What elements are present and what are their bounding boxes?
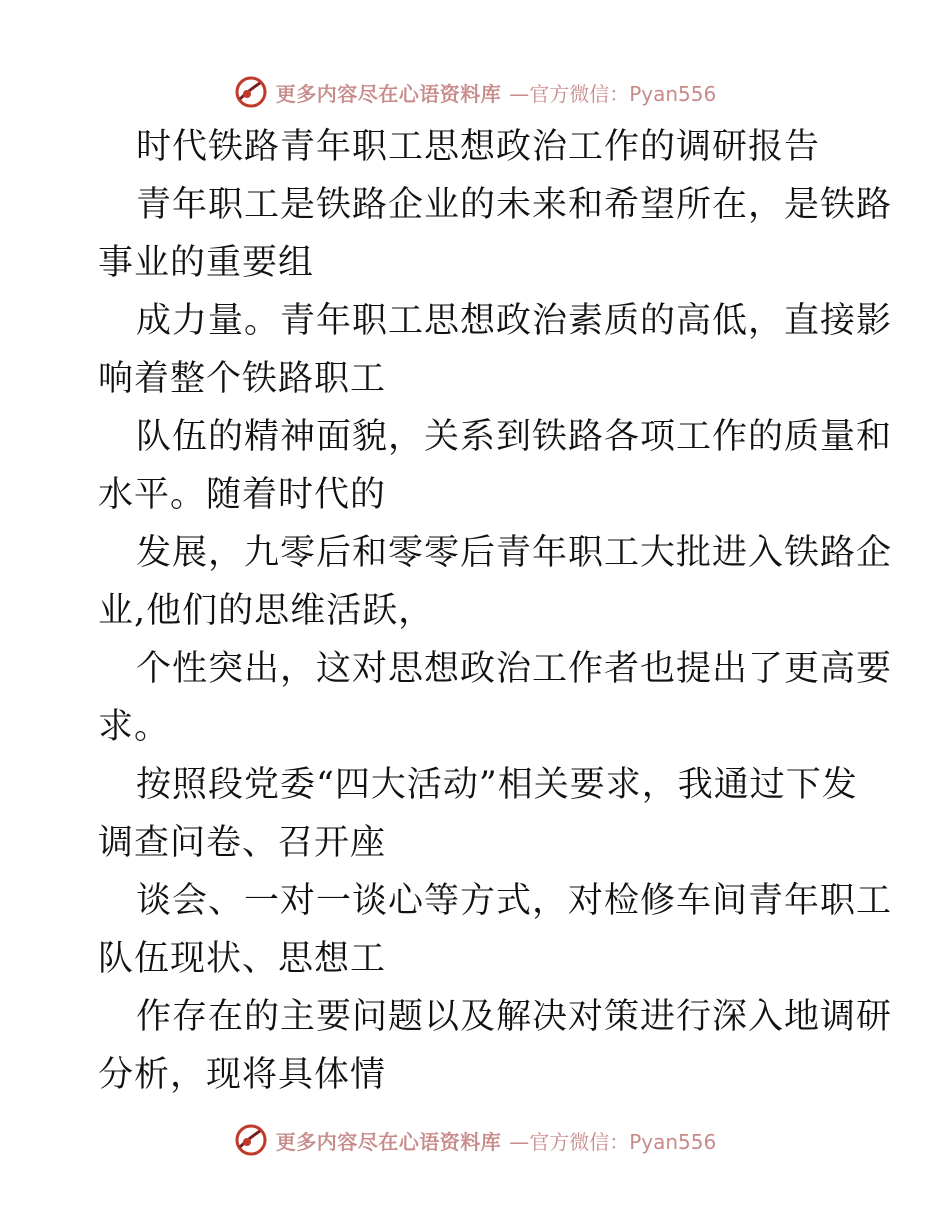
brush-circle-logo-icon bbox=[234, 75, 268, 109]
text-line: 队伍的精神面貌，关系到铁路各项工作的质量和 bbox=[136, 417, 893, 457]
footer-banner bbox=[0, 1120, 950, 1160]
header-banner bbox=[0, 72, 950, 112]
text-line: 成力量。青年职工思想政治素质的高低，直接影 bbox=[136, 301, 893, 341]
document-body bbox=[98, 118, 893, 1104]
text-line: 发展，九零后和零零后青年职工大批进入铁路企 bbox=[136, 533, 893, 573]
banner-wechat: —官方微信：Pyan556 bbox=[509, 81, 717, 106]
text-line: 调查问卷、召开座 bbox=[98, 823, 387, 863]
text-line: 队伍现状、思想工 bbox=[98, 939, 387, 979]
banner-wechat: —官方微信：Pyan556 bbox=[509, 1129, 717, 1154]
text-line: 业,他们的思维活跃， bbox=[98, 591, 435, 631]
text-line: 个性突出，这对思想政治工作者也提出了更高要 bbox=[136, 649, 893, 689]
text-line: 谈会、一对一谈心等方式，对检修车间青年职工 bbox=[136, 881, 893, 921]
banner-text: 更多内容尽在心语资料库 bbox=[275, 81, 502, 106]
document-title: 时代铁路青年职工思想政治工作的调研报告 bbox=[136, 127, 821, 167]
text-line: 按照段党委“四大活动”相关要求，我通过下发 bbox=[136, 765, 858, 805]
text-line: 分析，现将具体情 bbox=[98, 1055, 387, 1095]
text-line: 水平。随着时代的 bbox=[98, 475, 387, 515]
brush-circle-logo-icon bbox=[234, 1123, 268, 1157]
banner-text: 更多内容尽在心语资料库 bbox=[275, 1129, 502, 1154]
text-line: 响着整个铁路职工 bbox=[98, 359, 387, 399]
text-line: 作存在的主要问题以及解决对策进行深入地调研 bbox=[136, 997, 893, 1037]
text-line: 青年职工是铁路企业的未来和希望所在，是铁路 bbox=[136, 185, 893, 225]
text-line: 事业的重要组 bbox=[98, 243, 315, 283]
text-line: 求。 bbox=[98, 707, 171, 747]
